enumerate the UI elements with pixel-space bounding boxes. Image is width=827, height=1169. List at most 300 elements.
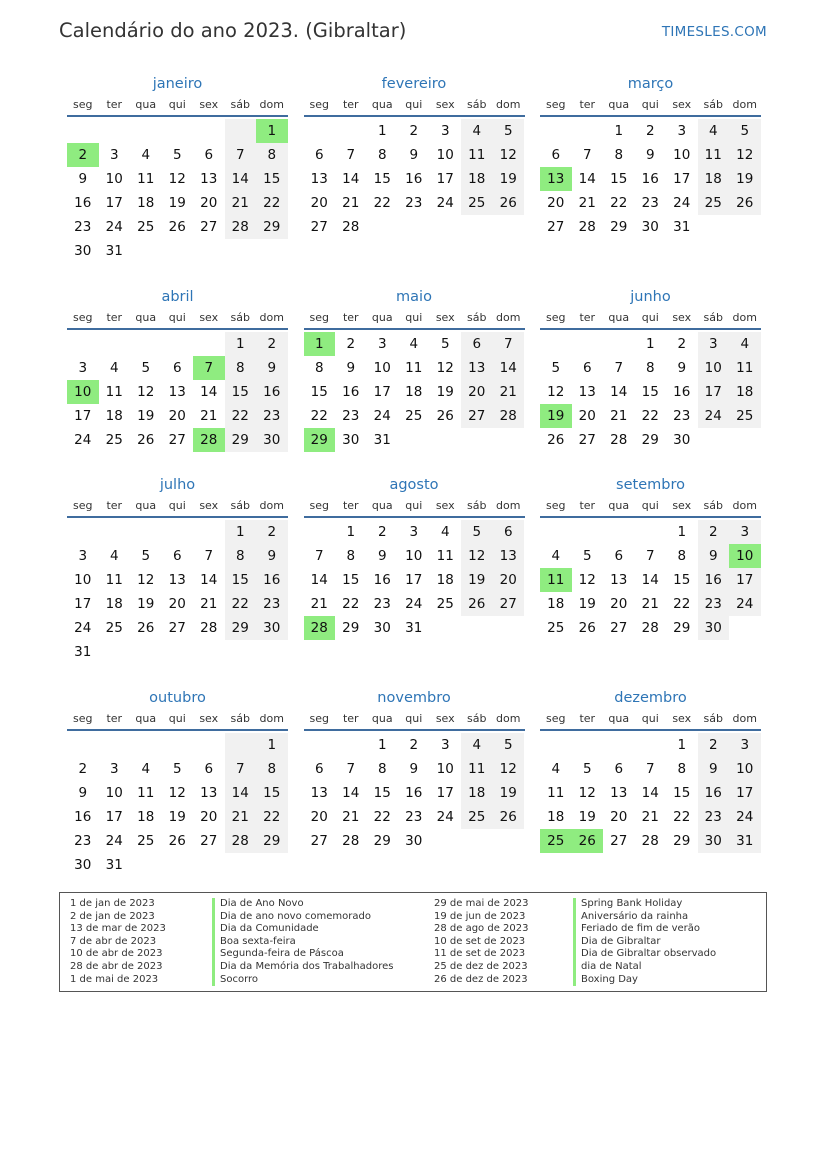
day-cell[interactable]: 15 xyxy=(373,171,391,187)
day-cell[interactable]: 15 xyxy=(256,167,288,191)
day-cell[interactable]: 5 xyxy=(551,360,561,376)
day-cell[interactable]: 12 xyxy=(578,785,596,801)
day-cell[interactable]: 23 xyxy=(673,408,691,424)
day-cell[interactable]: 22 xyxy=(373,809,391,825)
holiday-day-cell[interactable]: 26 xyxy=(572,829,604,853)
day-cell[interactable]: 2 xyxy=(377,524,387,540)
day-cell[interactable]: 19 xyxy=(137,596,155,612)
day-cell[interactable]: 8 xyxy=(256,757,288,781)
day-cell[interactable]: 12 xyxy=(578,572,596,588)
day-cell[interactable]: 30 xyxy=(373,620,391,636)
day-cell[interactable]: 8 xyxy=(377,761,387,777)
day-cell[interactable]: 8 xyxy=(677,548,687,564)
day-cell[interactable]: 19 xyxy=(137,408,155,424)
day-cell[interactable]: 16 xyxy=(405,785,423,801)
day-cell[interactable]: 21 xyxy=(225,805,257,829)
day-cell[interactable]: 22 xyxy=(225,404,257,428)
day-cell[interactable]: 3 xyxy=(78,360,88,376)
day-cell[interactable]: 10 xyxy=(405,548,423,564)
day-cell[interactable]: 2 xyxy=(698,733,730,757)
day-cell[interactable]: 13 xyxy=(610,785,628,801)
day-cell[interactable]: 17 xyxy=(74,408,92,424)
day-cell[interactable]: 26 xyxy=(493,805,525,829)
day-cell[interactable]: 26 xyxy=(137,620,155,636)
day-cell[interactable]: 18 xyxy=(698,167,730,191)
day-cell[interactable]: 11 xyxy=(405,360,423,376)
day-cell[interactable]: 15 xyxy=(310,384,328,400)
holiday-day-cell[interactable]: 7 xyxy=(193,356,225,380)
day-cell[interactable]: 13 xyxy=(310,785,328,801)
day-cell[interactable]: 17 xyxy=(436,785,454,801)
day-cell[interactable]: 21 xyxy=(310,596,328,612)
day-cell[interactable]: 15 xyxy=(256,781,288,805)
day-cell[interactable]: 29 xyxy=(225,428,257,452)
day-cell[interactable]: 23 xyxy=(405,195,423,211)
day-cell[interactable]: 15 xyxy=(610,171,628,187)
day-cell[interactable]: 5 xyxy=(141,548,151,564)
day-cell[interactable]: 15 xyxy=(673,572,691,588)
day-cell[interactable]: 10 xyxy=(729,757,761,781)
day-cell[interactable]: 13 xyxy=(461,356,493,380)
day-cell[interactable]: 6 xyxy=(582,360,592,376)
holiday-day-cell[interactable]: 2 xyxy=(67,143,99,167)
day-cell[interactable]: 5 xyxy=(172,147,182,163)
day-cell[interactable]: 17 xyxy=(729,568,761,592)
day-cell[interactable]: 1 xyxy=(677,737,687,753)
day-cell[interactable]: 1 xyxy=(225,520,257,544)
day-cell[interactable]: 20 xyxy=(310,195,328,211)
brand-logo-text[interactable]: TIMESLES.COM xyxy=(661,24,767,40)
day-cell[interactable]: 21 xyxy=(641,596,659,612)
day-cell[interactable]: 7 xyxy=(645,548,655,564)
day-cell[interactable]: 2 xyxy=(645,123,655,139)
day-cell[interactable]: 19 xyxy=(168,809,186,825)
day-cell[interactable]: 10 xyxy=(698,356,730,380)
day-cell[interactable]: 8 xyxy=(346,548,356,564)
day-cell[interactable]: 9 xyxy=(645,147,655,163)
holiday-day-cell[interactable]: 28 xyxy=(304,616,336,640)
day-cell[interactable]: 30 xyxy=(698,616,730,640)
day-cell[interactable]: 18 xyxy=(137,195,155,211)
day-cell[interactable]: 14 xyxy=(342,171,360,187)
holiday-day-cell[interactable]: 28 xyxy=(193,428,225,452)
day-cell[interactable]: 20 xyxy=(168,408,186,424)
day-cell[interactable]: 2 xyxy=(256,332,288,356)
day-cell[interactable]: 4 xyxy=(409,336,419,352)
day-cell[interactable]: 9 xyxy=(377,548,387,564)
day-cell[interactable]: 30 xyxy=(698,829,730,853)
day-cell[interactable]: 27 xyxy=(578,432,596,448)
day-cell[interactable]: 3 xyxy=(78,548,88,564)
day-cell[interactable]: 13 xyxy=(200,785,218,801)
day-cell[interactable]: 22 xyxy=(256,191,288,215)
day-cell[interactable]: 2 xyxy=(698,520,730,544)
day-cell[interactable]: 24 xyxy=(729,805,761,829)
day-cell[interactable]: 12 xyxy=(436,360,454,376)
day-cell[interactable]: 13 xyxy=(610,572,628,588)
day-cell[interactable]: 18 xyxy=(547,596,565,612)
day-cell[interactable]: 2 xyxy=(677,336,687,352)
day-cell[interactable]: 24 xyxy=(105,219,123,235)
day-cell[interactable]: 29 xyxy=(373,833,391,849)
day-cell[interactable]: 11 xyxy=(105,572,123,588)
day-cell[interactable]: 16 xyxy=(256,568,288,592)
day-cell[interactable]: 30 xyxy=(74,243,92,259)
day-cell[interactable]: 30 xyxy=(342,432,360,448)
day-cell[interactable]: 28 xyxy=(200,620,218,636)
day-cell[interactable]: 30 xyxy=(256,616,288,640)
day-cell[interactable]: 7 xyxy=(346,147,356,163)
day-cell[interactable]: 13 xyxy=(310,171,328,187)
day-cell[interactable]: 27 xyxy=(547,219,565,235)
day-cell[interactable]: 21 xyxy=(493,380,525,404)
day-cell[interactable]: 28 xyxy=(342,833,360,849)
day-cell[interactable]: 16 xyxy=(256,380,288,404)
day-cell[interactable]: 29 xyxy=(610,219,628,235)
day-cell[interactable]: 8 xyxy=(677,761,687,777)
day-cell[interactable]: 4 xyxy=(109,548,119,564)
day-cell[interactable]: 5 xyxy=(582,761,592,777)
day-cell[interactable]: 26 xyxy=(168,219,186,235)
day-cell[interactable]: 27 xyxy=(310,833,328,849)
day-cell[interactable]: 10 xyxy=(436,147,454,163)
day-cell[interactable]: 1 xyxy=(377,737,387,753)
day-cell[interactable]: 18 xyxy=(105,596,123,612)
day-cell[interactable]: 31 xyxy=(105,857,123,873)
day-cell[interactable]: 8 xyxy=(314,360,324,376)
day-cell[interactable]: 9 xyxy=(698,757,730,781)
day-cell[interactable]: 10 xyxy=(373,360,391,376)
day-cell[interactable]: 23 xyxy=(641,195,659,211)
day-cell[interactable]: 27 xyxy=(461,404,493,428)
day-cell[interactable]: 4 xyxy=(698,119,730,143)
day-cell[interactable]: 5 xyxy=(582,548,592,564)
day-cell[interactable]: 26 xyxy=(729,191,761,215)
day-cell[interactable]: 18 xyxy=(105,408,123,424)
holiday-day-cell[interactable]: 13 xyxy=(540,167,572,191)
day-cell[interactable]: 3 xyxy=(698,332,730,356)
day-cell[interactable]: 1 xyxy=(614,123,624,139)
day-cell[interactable]: 14 xyxy=(578,171,596,187)
day-cell[interactable]: 27 xyxy=(310,219,328,235)
day-cell[interactable]: 12 xyxy=(493,757,525,781)
day-cell[interactable]: 22 xyxy=(256,805,288,829)
day-cell[interactable]: 29 xyxy=(256,215,288,239)
day-cell[interactable]: 8 xyxy=(225,356,257,380)
day-cell[interactable]: 24 xyxy=(74,432,92,448)
day-cell[interactable]: 13 xyxy=(168,572,186,588)
day-cell[interactable]: 30 xyxy=(673,432,691,448)
day-cell[interactable]: 22 xyxy=(673,596,691,612)
day-cell[interactable]: 4 xyxy=(461,119,493,143)
day-cell[interactable]: 8 xyxy=(614,147,624,163)
day-cell[interactable]: 25 xyxy=(461,805,493,829)
day-cell[interactable]: 2 xyxy=(346,336,356,352)
day-cell[interactable]: 3 xyxy=(109,761,119,777)
day-cell[interactable]: 8 xyxy=(256,143,288,167)
day-cell[interactable]: 16 xyxy=(74,809,92,825)
day-cell[interactable]: 2 xyxy=(409,123,419,139)
day-cell[interactable]: 31 xyxy=(729,829,761,853)
day-cell[interactable]: 3 xyxy=(440,737,450,753)
day-cell[interactable]: 3 xyxy=(109,147,119,163)
day-cell[interactable]: 17 xyxy=(698,380,730,404)
day-cell[interactable]: 5 xyxy=(141,360,151,376)
day-cell[interactable]: 4 xyxy=(109,360,119,376)
day-cell[interactable]: 19 xyxy=(493,781,525,805)
day-cell[interactable]: 6 xyxy=(172,360,182,376)
day-cell[interactable]: 3 xyxy=(729,520,761,544)
day-cell[interactable]: 13 xyxy=(168,384,186,400)
day-cell[interactable]: 19 xyxy=(578,596,596,612)
day-cell[interactable]: 20 xyxy=(168,596,186,612)
day-cell[interactable]: 22 xyxy=(342,596,360,612)
day-cell[interactable]: 18 xyxy=(547,809,565,825)
day-cell[interactable]: 19 xyxy=(578,809,596,825)
day-cell[interactable]: 20 xyxy=(547,195,565,211)
day-cell[interactable]: 13 xyxy=(578,384,596,400)
day-cell[interactable]: 18 xyxy=(461,167,493,191)
day-cell[interactable]: 6 xyxy=(172,548,182,564)
day-cell[interactable]: 30 xyxy=(74,857,92,873)
day-cell[interactable]: 5 xyxy=(729,119,761,143)
holiday-day-cell[interactable]: 11 xyxy=(540,568,572,592)
day-cell[interactable]: 12 xyxy=(493,143,525,167)
day-cell[interactable]: 12 xyxy=(137,384,155,400)
day-cell[interactable]: 7 xyxy=(225,757,257,781)
day-cell[interactable]: 31 xyxy=(373,432,391,448)
day-cell[interactable]: 1 xyxy=(645,336,655,352)
day-cell[interactable]: 22 xyxy=(225,592,257,616)
day-cell[interactable]: 7 xyxy=(582,147,592,163)
day-cell[interactable]: 29 xyxy=(673,620,691,636)
day-cell[interactable]: 8 xyxy=(377,147,387,163)
day-cell[interactable]: 18 xyxy=(137,809,155,825)
day-cell[interactable]: 14 xyxy=(342,785,360,801)
day-cell[interactable]: 23 xyxy=(698,592,730,616)
day-cell[interactable]: 10 xyxy=(673,147,691,163)
holiday-day-cell[interactable]: 1 xyxy=(304,332,336,356)
day-cell[interactable]: 28 xyxy=(225,215,257,239)
day-cell[interactable]: 5 xyxy=(440,336,450,352)
day-cell[interactable]: 14 xyxy=(310,572,328,588)
day-cell[interactable]: 30 xyxy=(641,219,659,235)
day-cell[interactable]: 5 xyxy=(493,119,525,143)
day-cell[interactable]: 27 xyxy=(168,620,186,636)
day-cell[interactable]: 11 xyxy=(137,171,155,187)
day-cell[interactable]: 17 xyxy=(673,171,691,187)
day-cell[interactable]: 9 xyxy=(256,356,288,380)
day-cell[interactable]: 11 xyxy=(729,356,761,380)
day-cell[interactable]: 7 xyxy=(614,360,624,376)
day-cell[interactable]: 15 xyxy=(225,568,257,592)
day-cell[interactable]: 27 xyxy=(200,219,218,235)
day-cell[interactable]: 22 xyxy=(673,809,691,825)
day-cell[interactable]: 16 xyxy=(405,171,423,187)
day-cell[interactable]: 19 xyxy=(461,568,493,592)
day-cell[interactable]: 17 xyxy=(729,781,761,805)
day-cell[interactable]: 6 xyxy=(614,761,624,777)
day-cell[interactable]: 12 xyxy=(168,171,186,187)
day-cell[interactable]: 26 xyxy=(137,432,155,448)
day-cell[interactable]: 22 xyxy=(610,195,628,211)
day-cell[interactable]: 29 xyxy=(225,616,257,640)
day-cell[interactable]: 17 xyxy=(105,195,123,211)
day-cell[interactable]: 25 xyxy=(137,219,155,235)
day-cell[interactable]: 14 xyxy=(200,572,218,588)
day-cell[interactable]: 11 xyxy=(461,143,493,167)
day-cell[interactable]: 14 xyxy=(641,572,659,588)
day-cell[interactable]: 10 xyxy=(105,171,123,187)
day-cell[interactable]: 16 xyxy=(342,384,360,400)
day-cell[interactable]: 12 xyxy=(461,544,493,568)
day-cell[interactable]: 11 xyxy=(137,785,155,801)
day-cell[interactable]: 27 xyxy=(610,833,628,849)
day-cell[interactable]: 30 xyxy=(256,428,288,452)
day-cell[interactable]: 3 xyxy=(440,123,450,139)
day-cell[interactable]: 6 xyxy=(614,548,624,564)
day-cell[interactable]: 9 xyxy=(698,544,730,568)
day-cell[interactable]: 14 xyxy=(200,384,218,400)
day-cell[interactable]: 11 xyxy=(698,143,730,167)
day-cell[interactable]: 15 xyxy=(342,572,360,588)
day-cell[interactable]: 24 xyxy=(698,404,730,428)
day-cell[interactable]: 20 xyxy=(610,596,628,612)
day-cell[interactable]: 17 xyxy=(74,596,92,612)
day-cell[interactable]: 16 xyxy=(74,195,92,211)
day-cell[interactable]: 12 xyxy=(168,785,186,801)
day-cell[interactable]: 7 xyxy=(346,761,356,777)
day-cell[interactable]: 30 xyxy=(405,833,423,849)
day-cell[interactable]: 9 xyxy=(78,171,88,187)
day-cell[interactable]: 28 xyxy=(493,404,525,428)
day-cell[interactable]: 1 xyxy=(346,524,356,540)
day-cell[interactable]: 31 xyxy=(673,219,691,235)
day-cell[interactable]: 11 xyxy=(547,785,565,801)
day-cell[interactable]: 26 xyxy=(168,833,186,849)
day-cell[interactable]: 21 xyxy=(578,195,596,211)
day-cell[interactable]: 26 xyxy=(461,592,493,616)
day-cell[interactable]: 1 xyxy=(377,123,387,139)
day-cell[interactable]: 16 xyxy=(641,171,659,187)
day-cell[interactable]: 24 xyxy=(405,596,423,612)
day-cell[interactable]: 23 xyxy=(405,809,423,825)
day-cell[interactable]: 4 xyxy=(729,332,761,356)
day-cell[interactable]: 25 xyxy=(137,833,155,849)
day-cell[interactable]: 4 xyxy=(551,761,561,777)
day-cell[interactable]: 28 xyxy=(578,219,596,235)
day-cell[interactable]: 12 xyxy=(729,143,761,167)
holiday-day-cell[interactable]: 10 xyxy=(729,544,761,568)
day-cell[interactable]: 15 xyxy=(373,785,391,801)
day-cell[interactable]: 19 xyxy=(493,167,525,191)
day-cell[interactable]: 31 xyxy=(405,620,423,636)
day-cell[interactable]: 28 xyxy=(641,833,659,849)
day-cell[interactable]: 4 xyxy=(440,524,450,540)
day-cell[interactable]: 16 xyxy=(698,781,730,805)
day-cell[interactable]: 26 xyxy=(436,408,454,424)
day-cell[interactable]: 15 xyxy=(641,384,659,400)
day-cell[interactable]: 28 xyxy=(225,829,257,853)
day-cell[interactable]: 23 xyxy=(256,404,288,428)
day-cell[interactable]: 24 xyxy=(436,809,454,825)
day-cell[interactable]: 25 xyxy=(436,596,454,612)
day-cell[interactable]: 19 xyxy=(168,195,186,211)
day-cell[interactable]: 18 xyxy=(461,781,493,805)
day-cell[interactable]: 22 xyxy=(373,195,391,211)
day-cell[interactable]: 23 xyxy=(74,833,92,849)
day-cell[interactable]: 11 xyxy=(461,757,493,781)
day-cell[interactable]: 24 xyxy=(436,195,454,211)
day-cell[interactable]: 31 xyxy=(74,644,92,660)
holiday-day-cell[interactable]: 1 xyxy=(256,119,288,143)
day-cell[interactable]: 20 xyxy=(610,809,628,825)
day-cell[interactable]: 14 xyxy=(610,384,628,400)
day-cell[interactable]: 3 xyxy=(377,336,387,352)
day-cell[interactable]: 15 xyxy=(225,380,257,404)
day-cell[interactable]: 18 xyxy=(405,384,423,400)
day-cell[interactable]: 29 xyxy=(641,432,659,448)
day-cell[interactable]: 3 xyxy=(729,733,761,757)
day-cell[interactable]: 4 xyxy=(461,733,493,757)
day-cell[interactable]: 6 xyxy=(314,147,324,163)
day-cell[interactable]: 22 xyxy=(641,408,659,424)
holiday-day-cell[interactable]: 25 xyxy=(540,829,572,853)
day-cell[interactable]: 14 xyxy=(641,785,659,801)
day-cell[interactable]: 20 xyxy=(461,380,493,404)
day-cell[interactable]: 17 xyxy=(373,384,391,400)
day-cell[interactable]: 3 xyxy=(409,524,419,540)
day-cell[interactable]: 5 xyxy=(172,761,182,777)
day-cell[interactable]: 7 xyxy=(645,761,655,777)
day-cell[interactable]: 25 xyxy=(461,191,493,215)
day-cell[interactable]: 25 xyxy=(105,432,123,448)
day-cell[interactable]: 4 xyxy=(551,548,561,564)
day-cell[interactable]: 12 xyxy=(137,572,155,588)
day-cell[interactable]: 9 xyxy=(409,761,419,777)
day-cell[interactable]: 10 xyxy=(436,761,454,777)
day-cell[interactable]: 21 xyxy=(200,596,218,612)
day-cell[interactable]: 1 xyxy=(677,524,687,540)
day-cell[interactable]: 26 xyxy=(578,620,596,636)
day-cell[interactable]: 21 xyxy=(610,408,628,424)
day-cell[interactable]: 23 xyxy=(74,219,92,235)
day-cell[interactable]: 27 xyxy=(200,833,218,849)
day-cell[interactable]: 11 xyxy=(105,384,123,400)
day-cell[interactable]: 9 xyxy=(346,360,356,376)
day-cell[interactable]: 7 xyxy=(493,332,525,356)
day-cell[interactable]: 21 xyxy=(342,195,360,211)
day-cell[interactable]: 6 xyxy=(204,761,214,777)
day-cell[interactable]: 23 xyxy=(256,592,288,616)
day-cell[interactable]: 2 xyxy=(409,737,419,753)
holiday-day-cell[interactable]: 19 xyxy=(540,404,572,428)
day-cell[interactable]: 29 xyxy=(256,829,288,853)
day-cell[interactable]: 1 xyxy=(225,332,257,356)
day-cell[interactable]: 19 xyxy=(436,384,454,400)
day-cell[interactable]: 20 xyxy=(310,809,328,825)
day-cell[interactable]: 25 xyxy=(405,408,423,424)
day-cell[interactable]: 9 xyxy=(677,360,687,376)
day-cell[interactable]: 21 xyxy=(641,809,659,825)
day-cell[interactable]: 15 xyxy=(673,785,691,801)
day-cell[interactable]: 4 xyxy=(141,761,151,777)
day-cell[interactable]: 28 xyxy=(342,219,360,235)
day-cell[interactable]: 7 xyxy=(225,143,257,167)
day-cell[interactable]: 9 xyxy=(256,544,288,568)
day-cell[interactable]: 26 xyxy=(547,432,565,448)
day-cell[interactable]: 14 xyxy=(493,356,525,380)
